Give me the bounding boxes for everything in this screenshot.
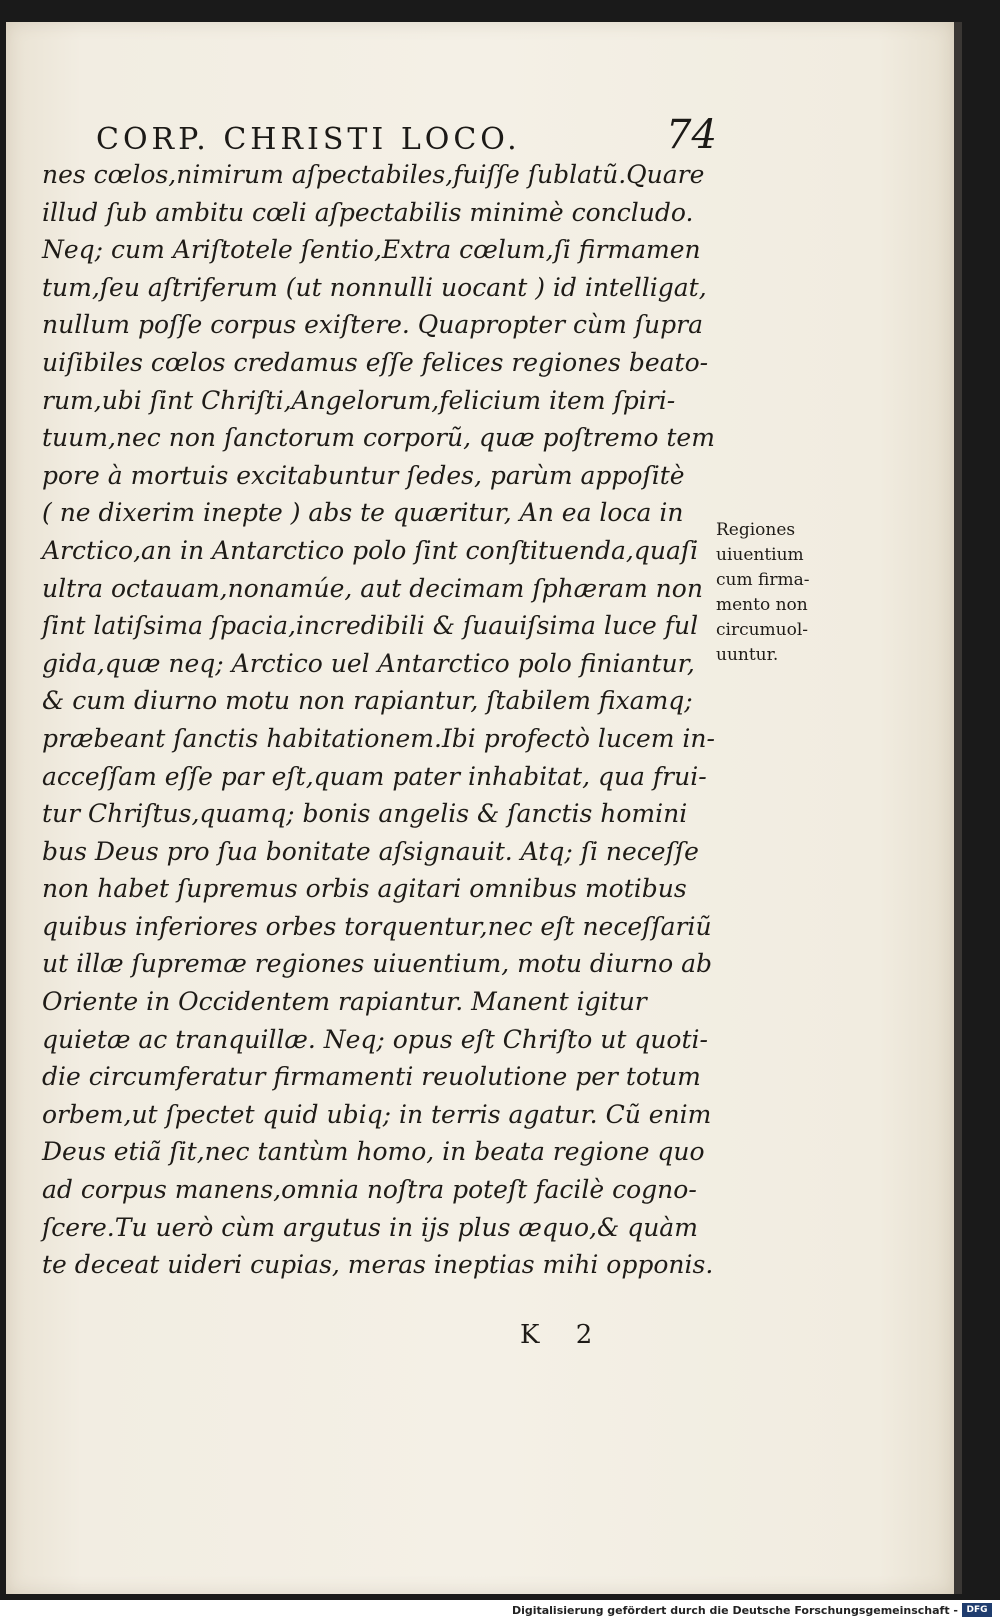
page-edge: [954, 22, 962, 1594]
text-line: non habet ſupremus orbis agitari omnibus motibus: [42, 874, 687, 904]
marginal-note-line: circumuol-: [716, 620, 809, 640]
text-line: illud ſub ambitu cœli aſpectabilis minimè concludo.: [42, 197, 694, 227]
footer-credit: Digitalisierung gefördert durch die Deutsche Forschungsgemeinschaft -: [511, 1604, 958, 1617]
text-line: tum,ſeu aſtriferum (ut nonnulli uocant ) id intelligat,: [42, 272, 707, 302]
text-line: nes cœlos,nimirum aſpectabiles,fuiſſe ſublatũ.Quare: [42, 160, 705, 189]
body-text: [42, 156, 722, 1284]
text-line: Oriente in Occidentem rapiantur. Manent igitur: [42, 987, 647, 1017]
text-line: ſcere.Tu uerò cùm argutus in ijs plus æquo,& quàm: [42, 1212, 698, 1242]
text-line: pore à mortuis excitabuntur ſedes, parùm appoſitè: [42, 460, 685, 490]
page-number: 74: [666, 112, 717, 158]
text-line: ( ne dixerim inepte ) abs te quæritur, An ea loca in: [42, 498, 684, 528]
text-line: gida,quæ neq; Arctico uel Antarctico polo finiantur,: [42, 648, 695, 678]
text-line: Arctico,an in Antarctico polo ſint conſtituenda,quaſi: [42, 535, 699, 565]
marginal-note: [716, 518, 846, 668]
text-line: ſint latiſsima ſpacia,incredibili & ſuauiſsima luce ful: [42, 611, 699, 641]
marginal-note-line: cum firma-: [716, 570, 810, 590]
text-line: ad corpus manens,omnia noſtra poteſt facilè cogno-: [42, 1175, 697, 1205]
dfg-logo: DFG: [962, 1603, 992, 1617]
text-line: & cum diurno motu non rapiantur, ſtabilem fixamq;: [42, 686, 693, 716]
text-line: ut illæ ſupremæ regiones uiuentium, motu diurno ab: [42, 949, 712, 979]
text-line: quibus inferiores orbes torquentur,nec eſt neceſſariũ: [42, 911, 712, 941]
text-line: die circumferatur firmamenti reuolutione per totum: [42, 1062, 701, 1092]
text-line: te deceat uideri cupias, meras ineptias mihi opponis.: [42, 1250, 714, 1280]
text-line: quietæ ac tranquillæ. Neq; opus eſt Chriſto ut quoti-: [42, 1024, 708, 1054]
text-line: tuum,nec non ſanctorum corporũ, quæ poſtremo tem: [42, 423, 715, 453]
text-line: ultra octauam,nonamúe, aut decimam ſphæram non: [42, 573, 703, 603]
text-line: orbem,ut ſpectet quid ubiq; in terris agatur. Cũ enim: [42, 1099, 712, 1129]
marginal-note-line: mento non: [716, 595, 808, 615]
text-line: rum,ubi ſint Chriſti,Angelorum,felicium item ſpiri-: [42, 385, 676, 415]
text-line: uiſibiles cœlos credamus eſſe felices regiones beato-: [42, 347, 709, 377]
text-line: bus Deus pro ſua bonitate aſsignauit. Atq; ſi neceſſe: [42, 836, 699, 866]
text-line: tur Chriſtus,quamq; bonis angelis & ſanctis homini: [42, 799, 688, 829]
text-line: Neq; cum Ariſtotele ſentio,Extra cœlum,ſi firmamen: [42, 235, 701, 265]
marginal-note-line: uiuentium: [716, 545, 804, 565]
signature-mark: K 2: [520, 1320, 607, 1350]
text-line: nullum poſſe corpus exiſtere. Quapropter cùm ſupra: [42, 310, 703, 340]
running-head-title: CORP. CHRISTI LOCO.: [96, 122, 521, 157]
marginal-note-line: Regiones: [716, 520, 796, 540]
text-line: præbeant ſanctis habitationem.Ibi profectò lucem in-: [42, 723, 715, 753]
text-line: acceſſam eſſe par eſt,quam pater inhabitat, qua frui-: [42, 761, 707, 791]
marginal-note-line: uuntur.: [716, 645, 779, 665]
text-line: Deus etiã ſit,nec tantùm homo, in beata regione quo: [42, 1137, 705, 1167]
